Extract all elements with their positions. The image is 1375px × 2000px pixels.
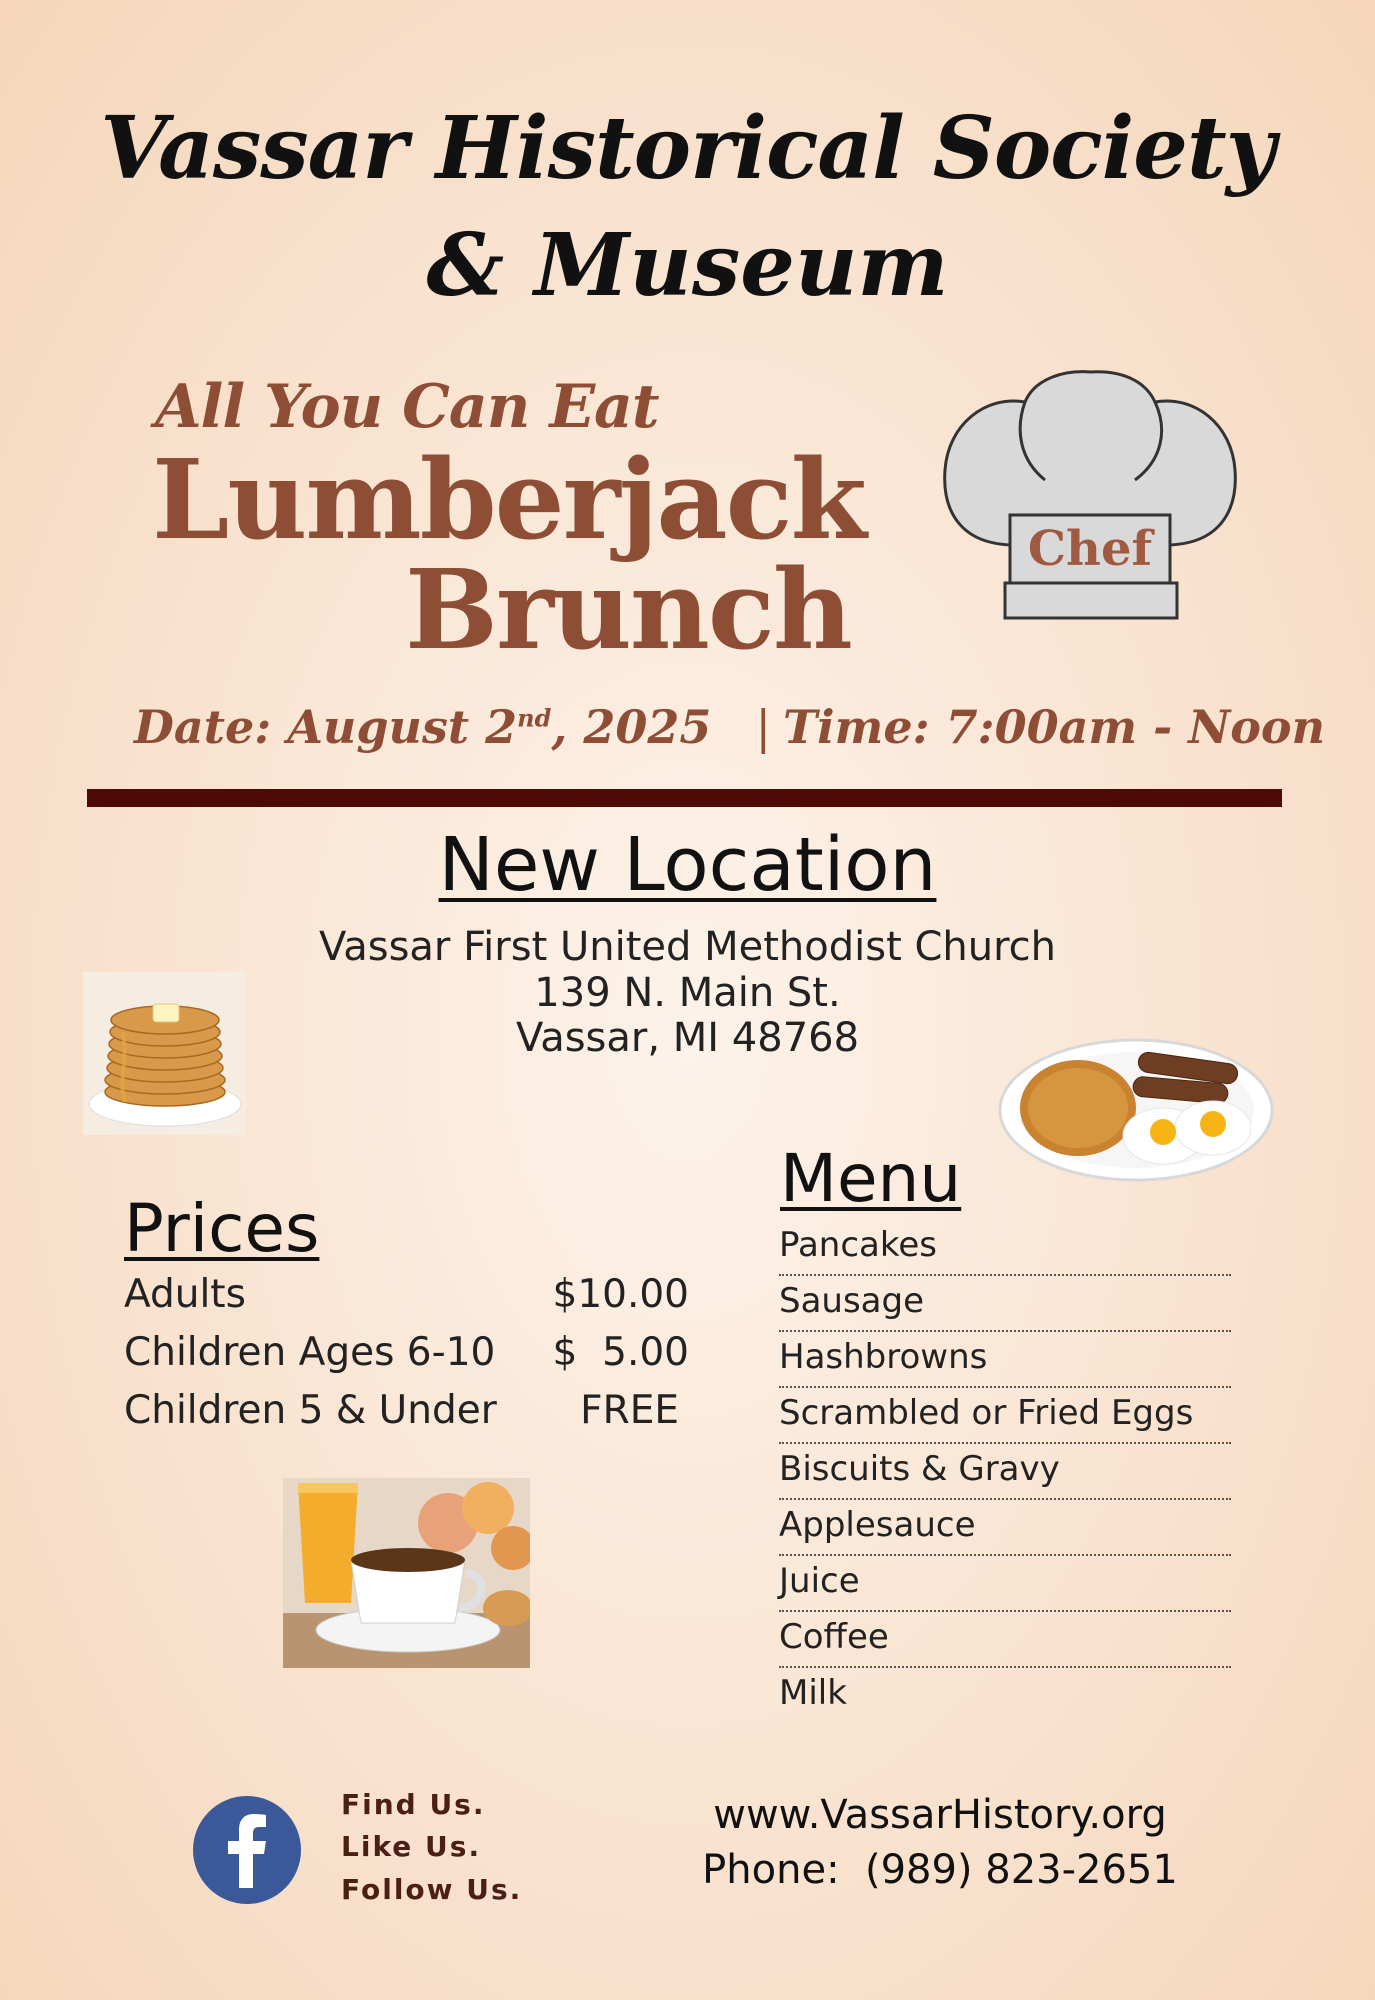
section-divider (87, 789, 1282, 807)
price-value: $ 5.00 (552, 1330, 689, 1375)
facebook-icon[interactable] (193, 1796, 301, 1904)
date-label: Date: (134, 700, 272, 754)
event-date-time (134, 700, 1326, 754)
breakfast-plate-photo (998, 1036, 1275, 1184)
menu-item: Hashbrowns (779, 1332, 1231, 1388)
chef-hat-label: Chef (1027, 521, 1153, 577)
pancakes-photo (83, 972, 246, 1135)
price-value: $10.00 (552, 1272, 689, 1317)
price-label: Children Ages 6-10 (124, 1330, 496, 1375)
menu-item: Scrambled or Fried Eggs (779, 1388, 1231, 1444)
menu-item: Juice (779, 1556, 1231, 1612)
menu-item: Milk (779, 1673, 847, 1713)
price-label: Adults (124, 1272, 246, 1317)
menu-item: Pancakes (779, 1220, 1231, 1276)
location-street: 139 N. Main St. (534, 970, 841, 1016)
menu-item: Sausage (779, 1276, 1231, 1332)
location-heading: New Location (438, 822, 937, 908)
date-time-divider: | (755, 700, 771, 754)
location-city: Vassar, MI 48768 (515, 1015, 860, 1061)
menu-heading: Menu (780, 1140, 962, 1217)
event-tagline: All You Can Eat (155, 372, 659, 442)
social-follow-us: Follow Us. (341, 1873, 523, 1906)
menu-item: Applesauce (779, 1500, 1231, 1556)
prices-heading: Prices (124, 1190, 320, 1267)
price-label: Children 5 & Under (124, 1388, 497, 1433)
org-title-line1: Vassar Historical Society (100, 98, 1275, 199)
chef-hat-icon (940, 370, 1240, 628)
date-suffix: nd (517, 703, 552, 733)
price-value: FREE (580, 1388, 679, 1433)
social-like-us: Like Us. (341, 1830, 482, 1863)
website-link[interactable]: www.VassarHistory.org (713, 1792, 1167, 1838)
menu-item: Biscuits & Gravy (779, 1444, 1231, 1500)
location-venue: Vassar First United Methodist Church (318, 924, 1057, 970)
coffee-juice-photo (283, 1478, 530, 1668)
event-name-line2: Brunch (405, 545, 851, 674)
time-value: 7:00am - Noon (945, 700, 1326, 754)
menu-list (779, 1220, 1231, 1724)
date-year: , 2025 (551, 700, 712, 754)
social-find-us: Find Us. (341, 1788, 486, 1821)
phone-number: Phone: (989) 823-2651 (702, 1847, 1178, 1893)
event-name-line1: Lumberjack (152, 435, 865, 564)
menu-item: Coffee (779, 1612, 1231, 1668)
date-month-day: August 2 (287, 700, 518, 754)
time-label: Time: (782, 700, 930, 754)
org-title-line2: & Museum (426, 215, 949, 316)
